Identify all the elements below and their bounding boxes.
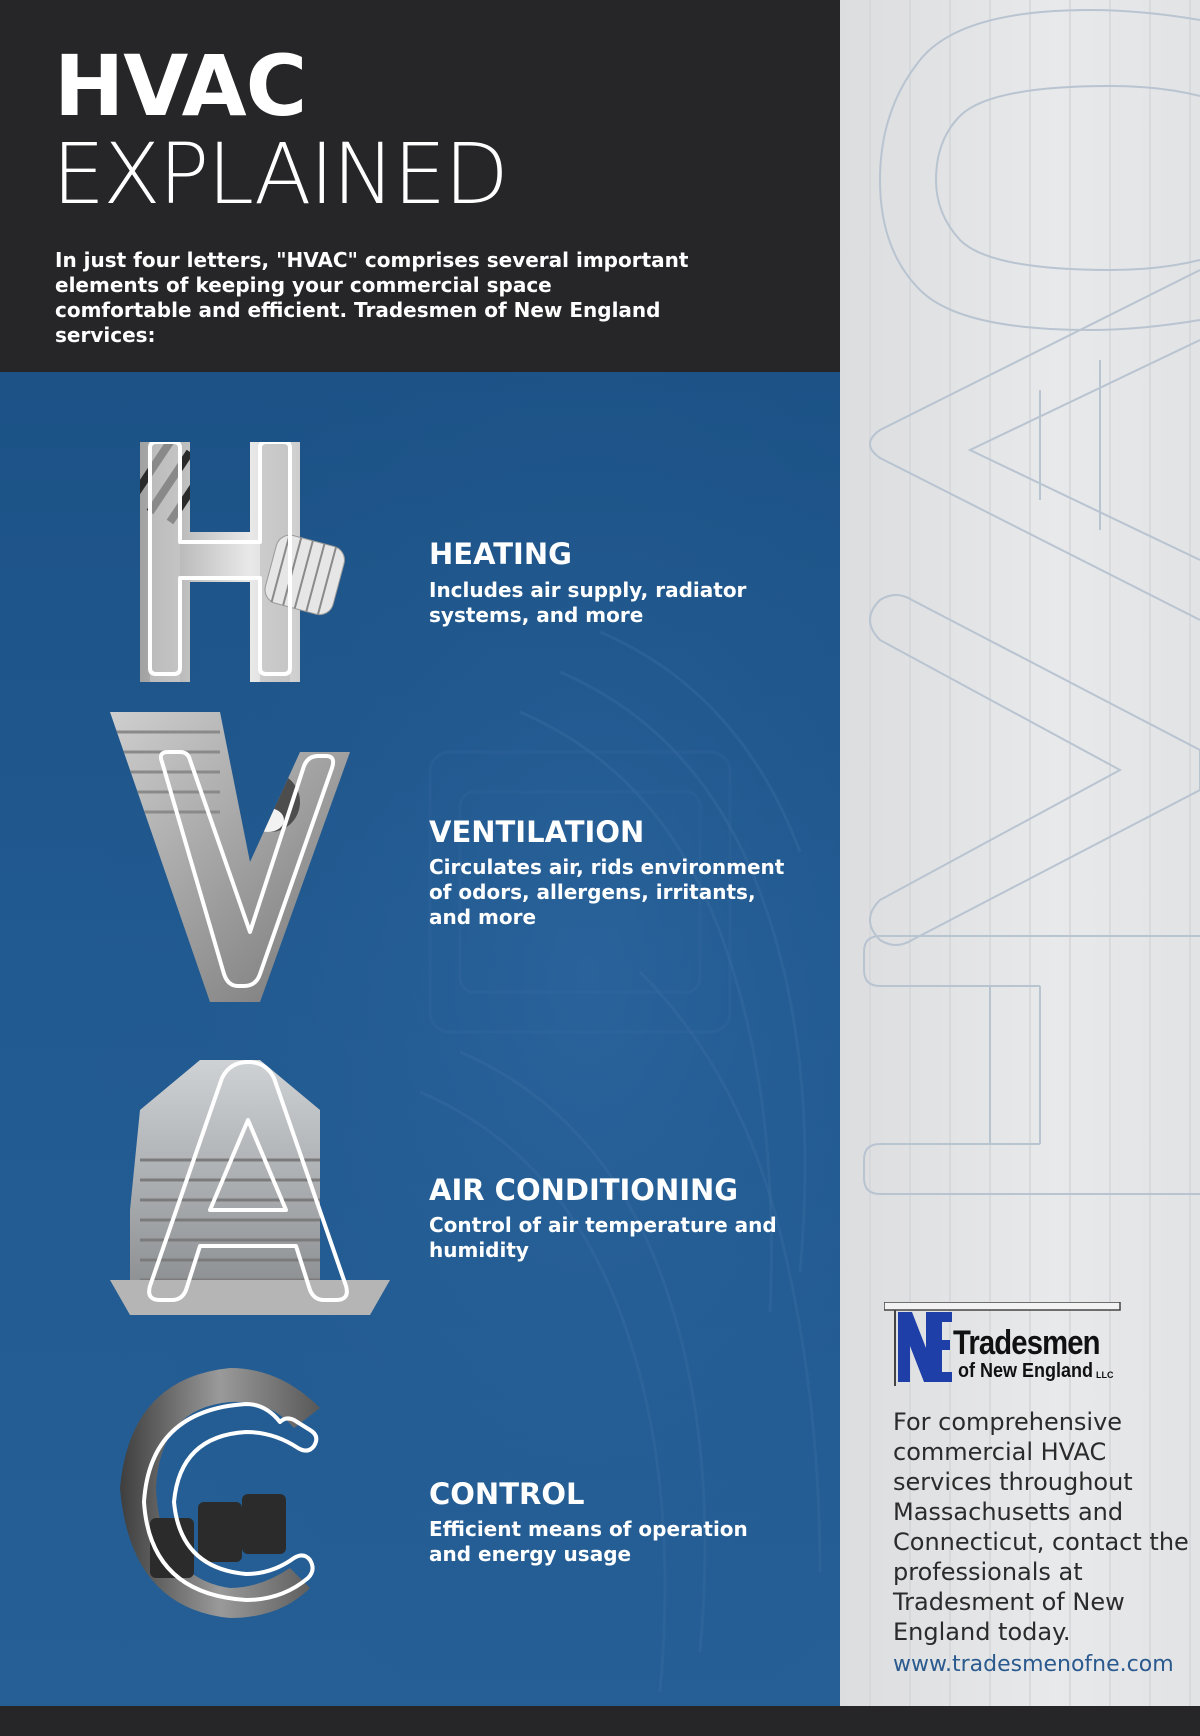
service-desc-ventilation: Circulates air, rids environment of odors, allergens, irritants, and more: [429, 855, 785, 929]
service-title-heating: HEATING: [429, 537, 572, 571]
service-title-control: CONTROL: [429, 1477, 585, 1511]
sidebar: [840, 0, 1200, 1706]
service-title-ventilation: VENTILATION: [429, 815, 645, 849]
logo-word-new-england: of New England: [958, 1360, 1093, 1382]
intro-text: In just four letters, "HVAC" comprises several important elements of keeping your commercial space comfortable and efficient. Tradesmen of New England services:: [55, 248, 689, 347]
logo-llc: LLC: [1096, 1370, 1114, 1380]
company-logo: [884, 1302, 1124, 1388]
letter-c-control-icon: [110, 1368, 390, 1628]
letter-v-ventilation-icon: [110, 712, 390, 1002]
footer-bar: [0, 1706, 1200, 1736]
letter-h-heating-icon: [110, 442, 390, 682]
service-desc-heating: Includes air supply, radiator systems, and more: [429, 578, 747, 627]
service-title-air-conditioning: AIR CONDITIONING: [429, 1173, 739, 1207]
website-link[interactable]: www.tradesmenofne.com: [893, 1652, 1174, 1677]
page-title-line1: HVAC: [54, 37, 307, 135]
page-title-line2: EXPLAINED: [52, 125, 507, 223]
header: [0, 0, 840, 372]
letter-a-air-conditioning-icon: [110, 1050, 390, 1330]
services-panel: [0, 372, 840, 1706]
service-desc-air-conditioning: Control of air temperature and humidity: [429, 1213, 777, 1262]
logo-word-tradesmen: Tradesmen: [953, 1324, 1100, 1362]
service-desc-control: Efficient means of operation and energy usage: [429, 1517, 748, 1566]
contact-cta: For comprehensive commercial HVAC services throughout Massachusetts and Connecticut, contact the professionals at Tradesment of New England today.: [893, 1408, 1189, 1646]
